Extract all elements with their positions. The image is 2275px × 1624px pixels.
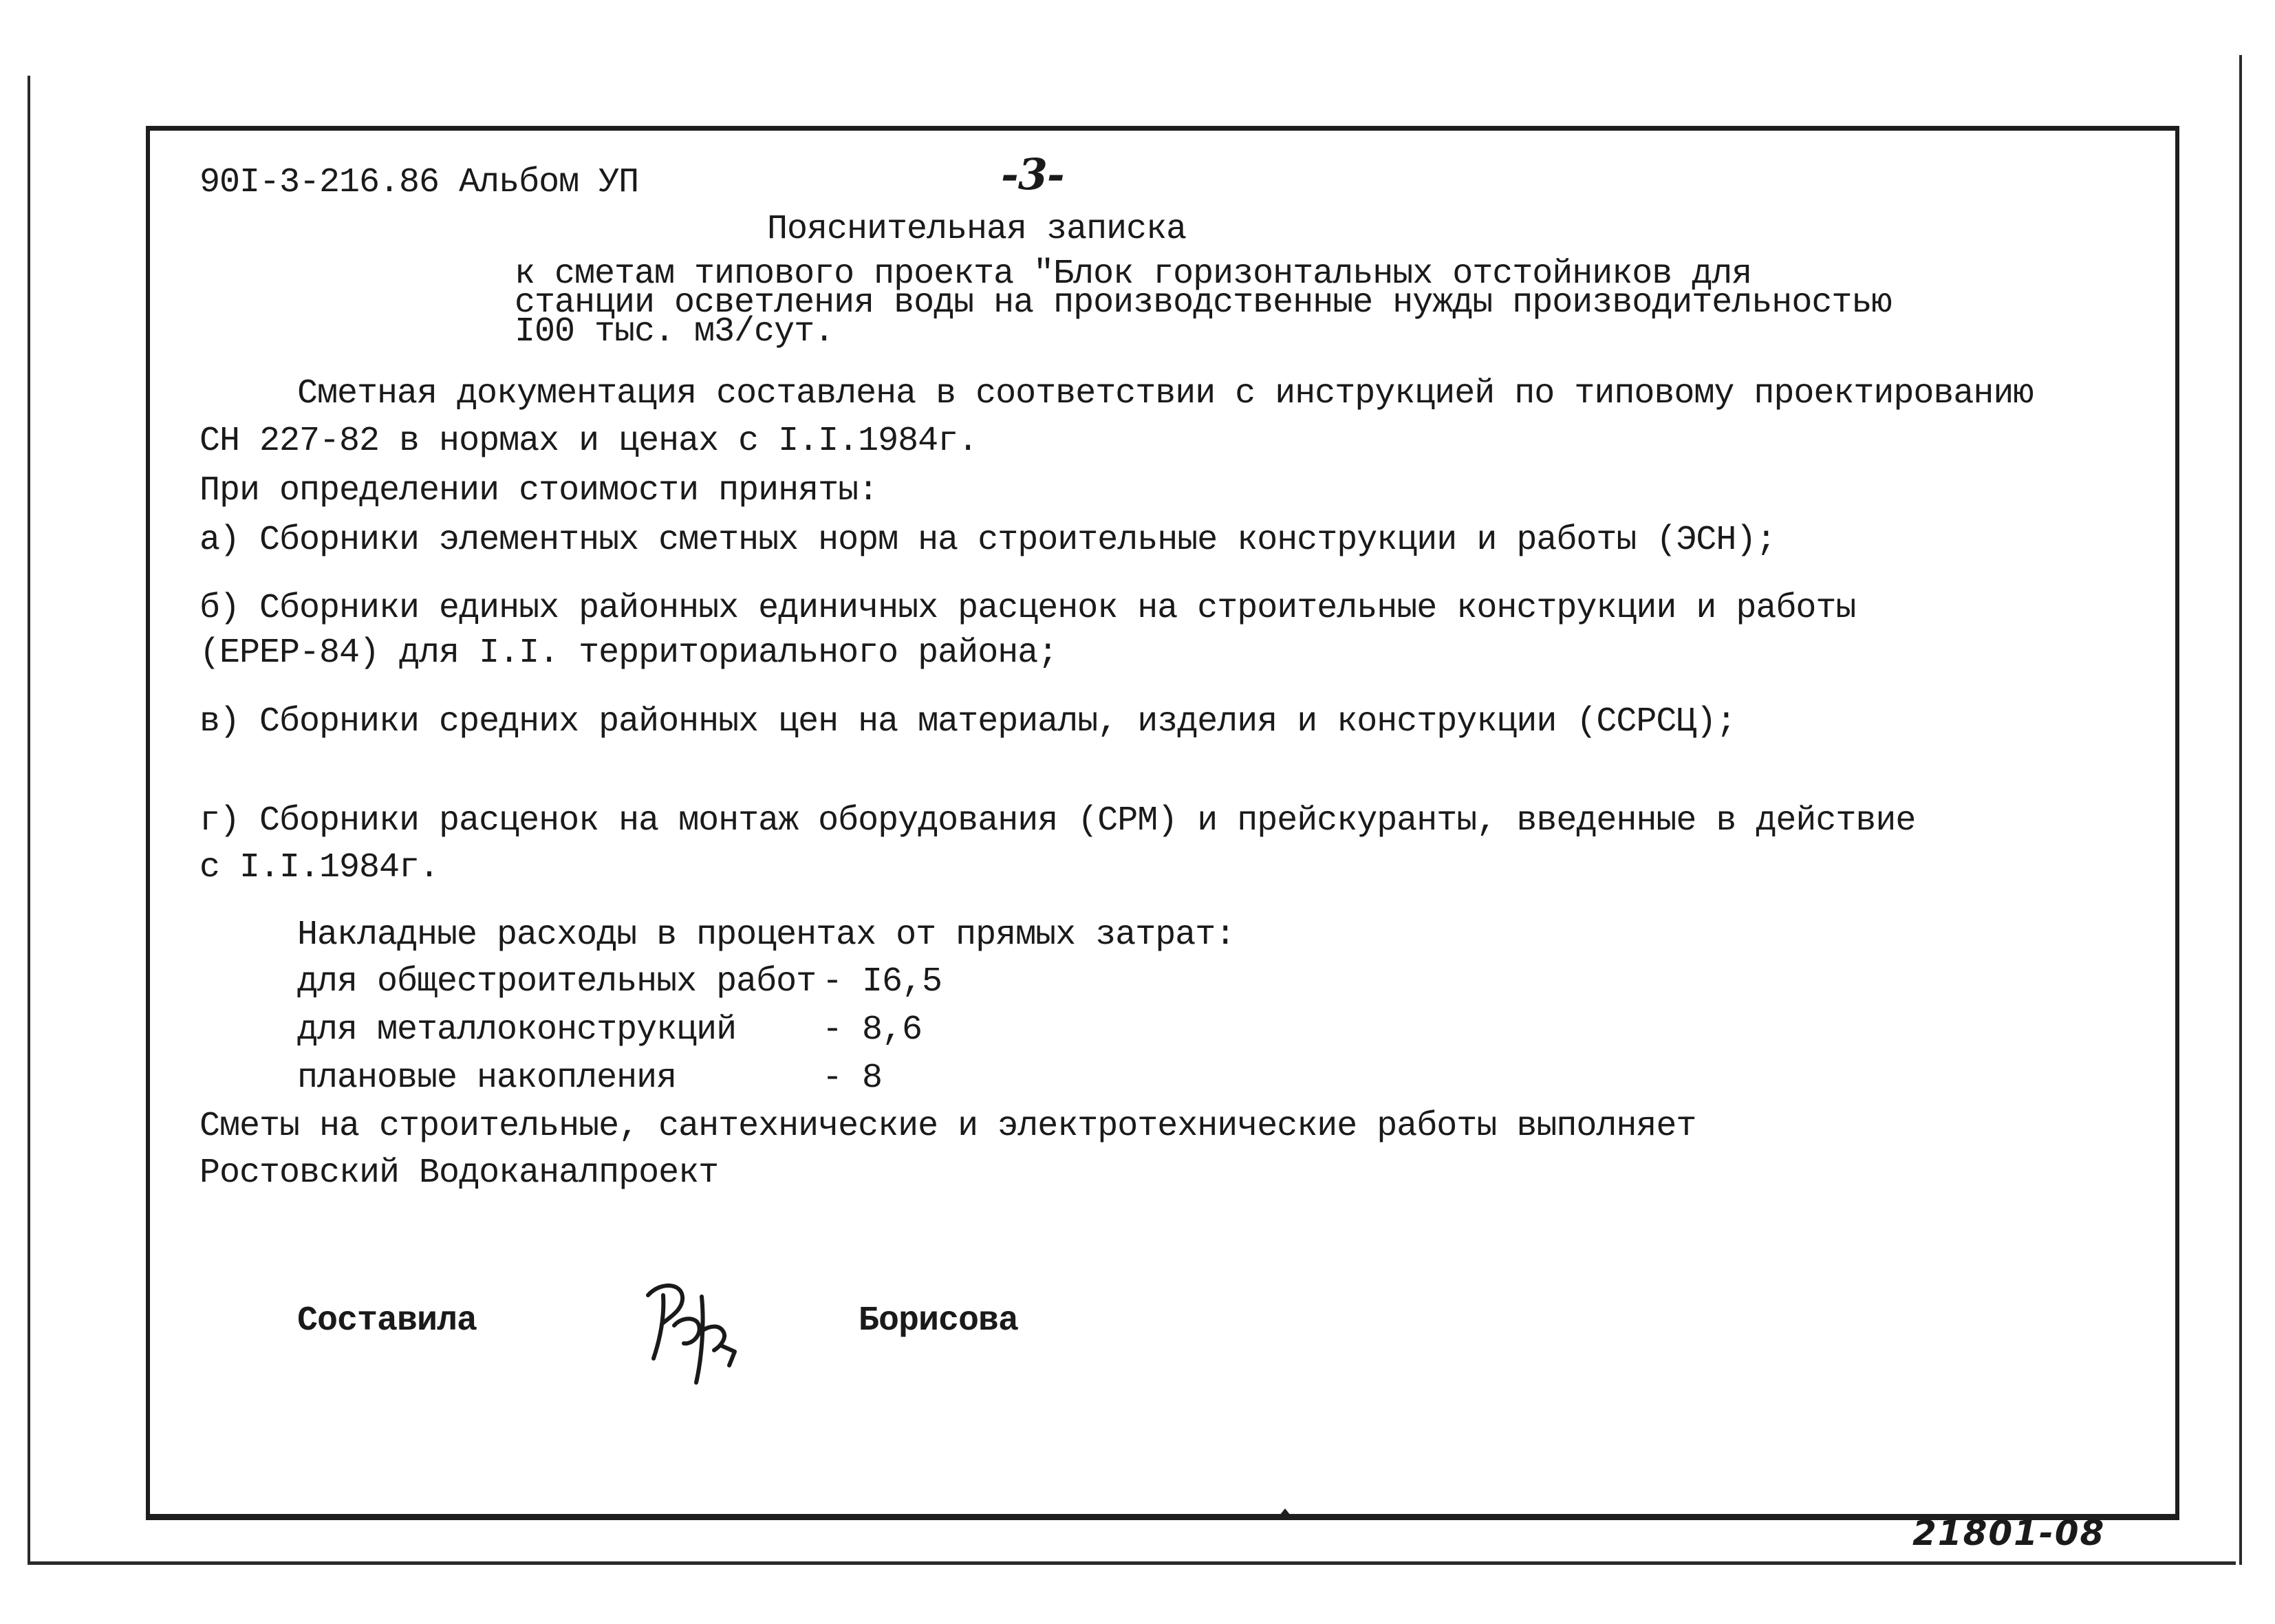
list-item-b: (ЕРЕР-84) для I.I. территориального района; [200, 634, 1058, 673]
overhead-label: плановые накопления [297, 1059, 677, 1098]
subtitle-line: I00 тыс. м3/сут. [515, 312, 834, 351]
subtitle-line: к сметам типового проекта "Блок горизонтальных отстойников для [515, 255, 1752, 294]
executor-text: Сметы на строительные, сантехнические и электротехнические работы выполняет [200, 1107, 1696, 1146]
scan-edge-right [2239, 55, 2242, 1565]
intro-paragraph: Сметная документация составлена в соответствии с инструкцией по типовому проектированию [297, 374, 2034, 413]
subtitle-line: станции осветления воды на производственные нужды производительностью [515, 283, 1892, 323]
list-item-b: б) Сборники единых районных единичных расценок на строительные конструкции и работы [200, 589, 1856, 628]
list-item-v: в) Сборники средних районных цен на материалы, изделия и конструкции (ССРСЦ); [200, 702, 1736, 741]
page-number: -3- [1001, 149, 1064, 199]
overhead-heading: Накладные расходы в процентах от прямых затрат: [297, 916, 1236, 955]
intro-paragraph: СН 227-82 в нормах и ценах с I.I.1984г. [200, 422, 978, 461]
overhead-label: для общестроительных работ [297, 962, 817, 1002]
signature-role-label: Составила [297, 1301, 477, 1341]
overhead-value: - 8,6 [822, 1010, 923, 1050]
list-item-g: с I.I.1984г. [200, 848, 440, 887]
accepted-heading: При определении стоимости приняты: [200, 471, 878, 510]
scan-edge-bottom [28, 1561, 2236, 1565]
archive-stamp-code: 21801-08 [1912, 1513, 2106, 1553]
frame-notch [1280, 1508, 1291, 1515]
page-title: Пояснительная записка [767, 210, 1187, 249]
document-code: 90I-3-216.86 Альбом УП [200, 163, 639, 202]
overhead-value: - I6,5 [822, 962, 942, 1002]
overhead-value: - 8 [822, 1059, 883, 1098]
overhead-label: для металлоконструкций [297, 1010, 737, 1050]
signer-name: Борисова [859, 1301, 1019, 1341]
list-item-a: а) Сборники элементных сметных норм на строительные конструкции и работы (ЭСН); [200, 521, 1776, 560]
handwritten-signature-icon [633, 1269, 750, 1386]
executor-text: Ростовский Водоканалпроект [200, 1154, 719, 1193]
scan-edge-left [28, 76, 30, 1565]
list-item-g: г) Сборники расценок на монтаж оборудования (СРМ) и прейскуранты, введенные в действие [200, 801, 1916, 841]
